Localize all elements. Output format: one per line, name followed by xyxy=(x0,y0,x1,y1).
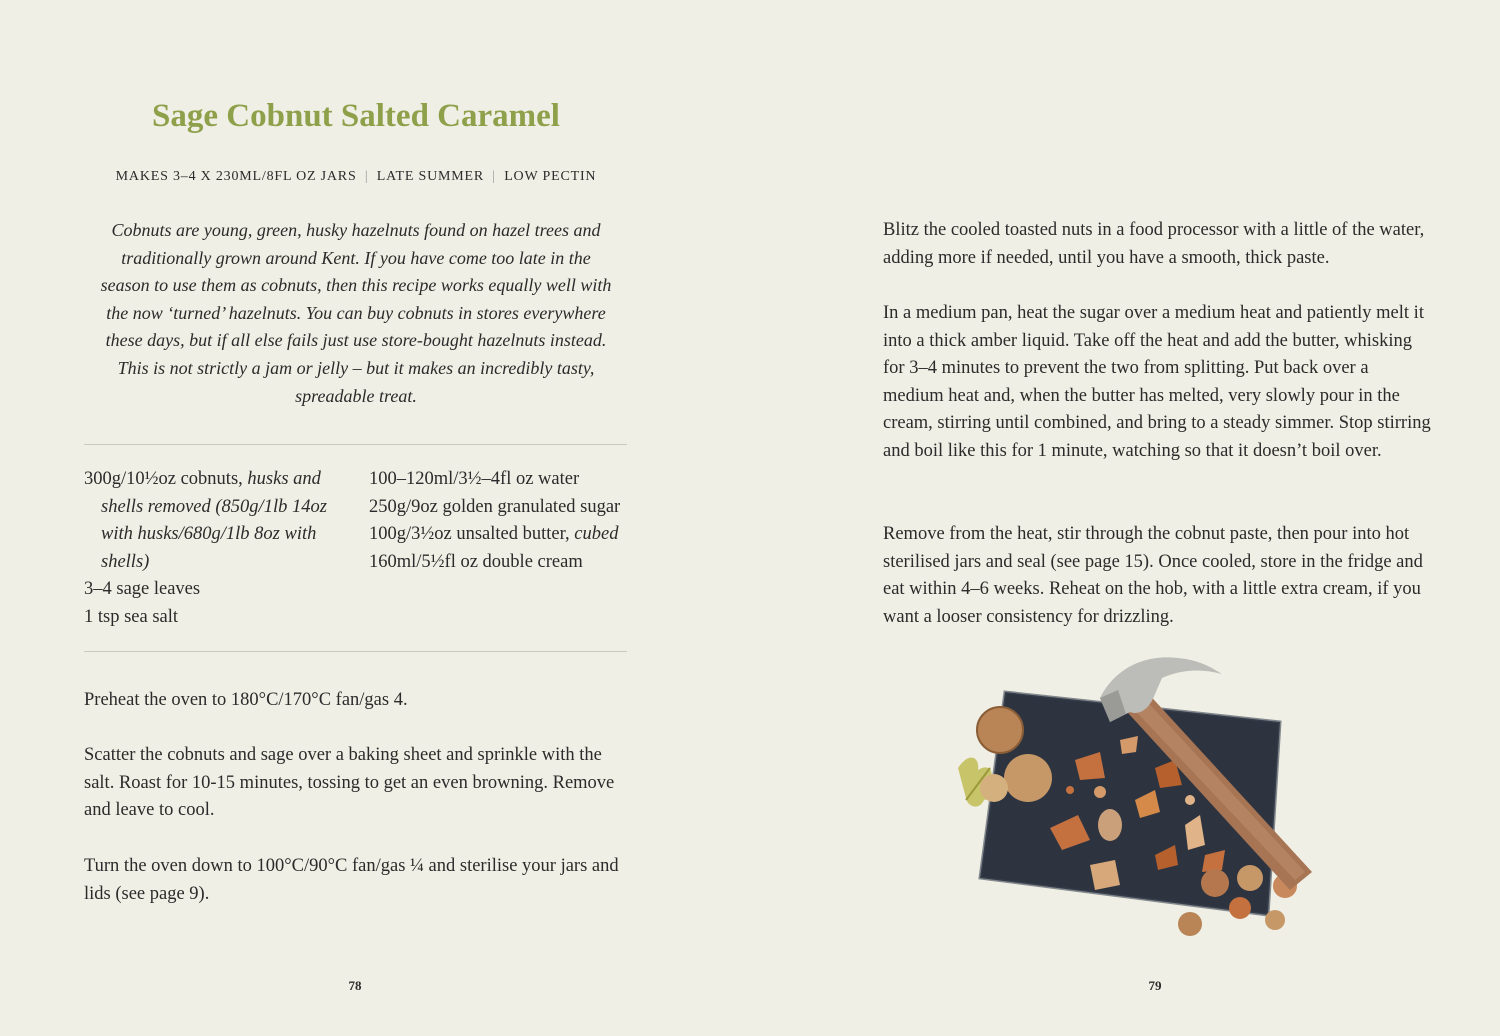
ingredient-item xyxy=(84,466,354,576)
divider-top xyxy=(84,444,627,445)
right-page xyxy=(750,0,1500,1036)
nut-fragment xyxy=(1098,809,1122,841)
ingredient-item xyxy=(84,604,354,632)
page-number: 79 xyxy=(1148,978,1162,993)
meta-separator: | xyxy=(492,169,496,184)
cobnut xyxy=(1229,897,1251,919)
ingredient-main: 100–120ml/3½–4fl oz water xyxy=(369,469,580,489)
recipe-intro: Cobnuts are young, green, husky hazelnuts found on hazel trees and traditionally grown around Kent. If you have come too late in the season to use them as cobnuts, then this recipe works equally well with the now ‘turned’ hazelnuts. You can buy cobnuts in stores everywhere these days, but if all else fails just use store-bought hazelnuts instead. This is not strictly a jam or jelly – but it makes an incredibly tasty, spreadable treat. xyxy=(100,220,612,406)
method-step: Scatter the cobnuts and sage over a baking sheet and sprinkle with the salt. Roast for 10-15 minutes, tossing to get an even browning. Remove and leave to cool. xyxy=(84,745,615,821)
cobnut xyxy=(1201,869,1229,897)
ingredient-item xyxy=(369,494,629,522)
method-step: Blitz the cooled toasted nuts in a food processor with a little of the water, adding more if needed, until you have a smooth, thick paste. xyxy=(883,220,1425,268)
method-step: Preheat the oven to 180°C/170°C fan/gas 4. xyxy=(84,690,408,710)
ingredient-item xyxy=(369,549,629,577)
cobnut xyxy=(1237,865,1263,891)
cobnut xyxy=(1265,910,1285,930)
ingredient-note: cubed xyxy=(574,524,619,545)
method-step: Remove from the heat, stir through the cobnut paste, then pour into hot sterilised jars and seal (see page 15). Once cooled, store in the fridge and eat within 4–6 weeks. Reheat on the hob, with a little extra cream, if you want a looser consistency for drizzling. xyxy=(883,524,1423,627)
ingredient-main: 100g/3½oz unsalted butter, xyxy=(369,524,575,545)
method-step: Turn the oven down to 100°C/90°C fan/gas ¼ and sterilise your jars and lids (see page 9). xyxy=(84,856,619,904)
meta-yield: MAKES 3–4 X 230ML/8FL OZ JARS xyxy=(115,169,357,184)
ingredient-item xyxy=(84,576,354,604)
meta-separator: | xyxy=(364,169,369,184)
ingredient-main: 300g/10½oz cobnuts, xyxy=(84,469,248,489)
ingredients-column-2 xyxy=(369,466,629,576)
method-step: In a medium pan, heat the sugar over a medium heat and patiently melt it into a thick amber liquid. Take off the heat and add the butter, whisking for 3–4 minutes to prevent the two from splitting. Put back over a medium heat and, when the butter has melted, very slowly pour in the cream, stirring until combined, and bring to a steady simmer. Stop stirring and boil like this for 1 minute, watching so that it doesn’t boil over. xyxy=(883,303,1431,461)
hammer-and-cracked-nuts-illustration xyxy=(950,650,1370,940)
cobnut xyxy=(980,774,1008,802)
meta-pectin: LOW PECTIN xyxy=(504,169,597,184)
cobnut xyxy=(1178,912,1202,936)
meta-season: LATE SUMMER xyxy=(376,169,484,184)
nut-fragment xyxy=(1090,860,1120,890)
page-number: 78 xyxy=(348,978,362,993)
ingredient-main: 160ml/5½fl oz double cream xyxy=(369,551,583,572)
recipe-meta xyxy=(84,168,628,186)
ingredient-item xyxy=(369,466,629,494)
ingredient-item xyxy=(369,521,629,549)
divider-bottom xyxy=(84,651,627,652)
ingredient-main: 250g/9oz golden granulated sugar xyxy=(369,496,621,517)
ingredient-main: 3–4 sage leaves xyxy=(84,579,201,600)
ingredient-main: 1 tsp sea salt xyxy=(84,606,179,627)
recipe-title: Sage Cobnut Salted Caramel xyxy=(152,98,560,134)
cobnut xyxy=(1004,754,1052,802)
ingredients-column-1 xyxy=(84,466,354,632)
ingredient-note: husks and shells removed (850g/1lb 14oz with husks/680g/1lb 8oz with shells) xyxy=(101,469,327,572)
